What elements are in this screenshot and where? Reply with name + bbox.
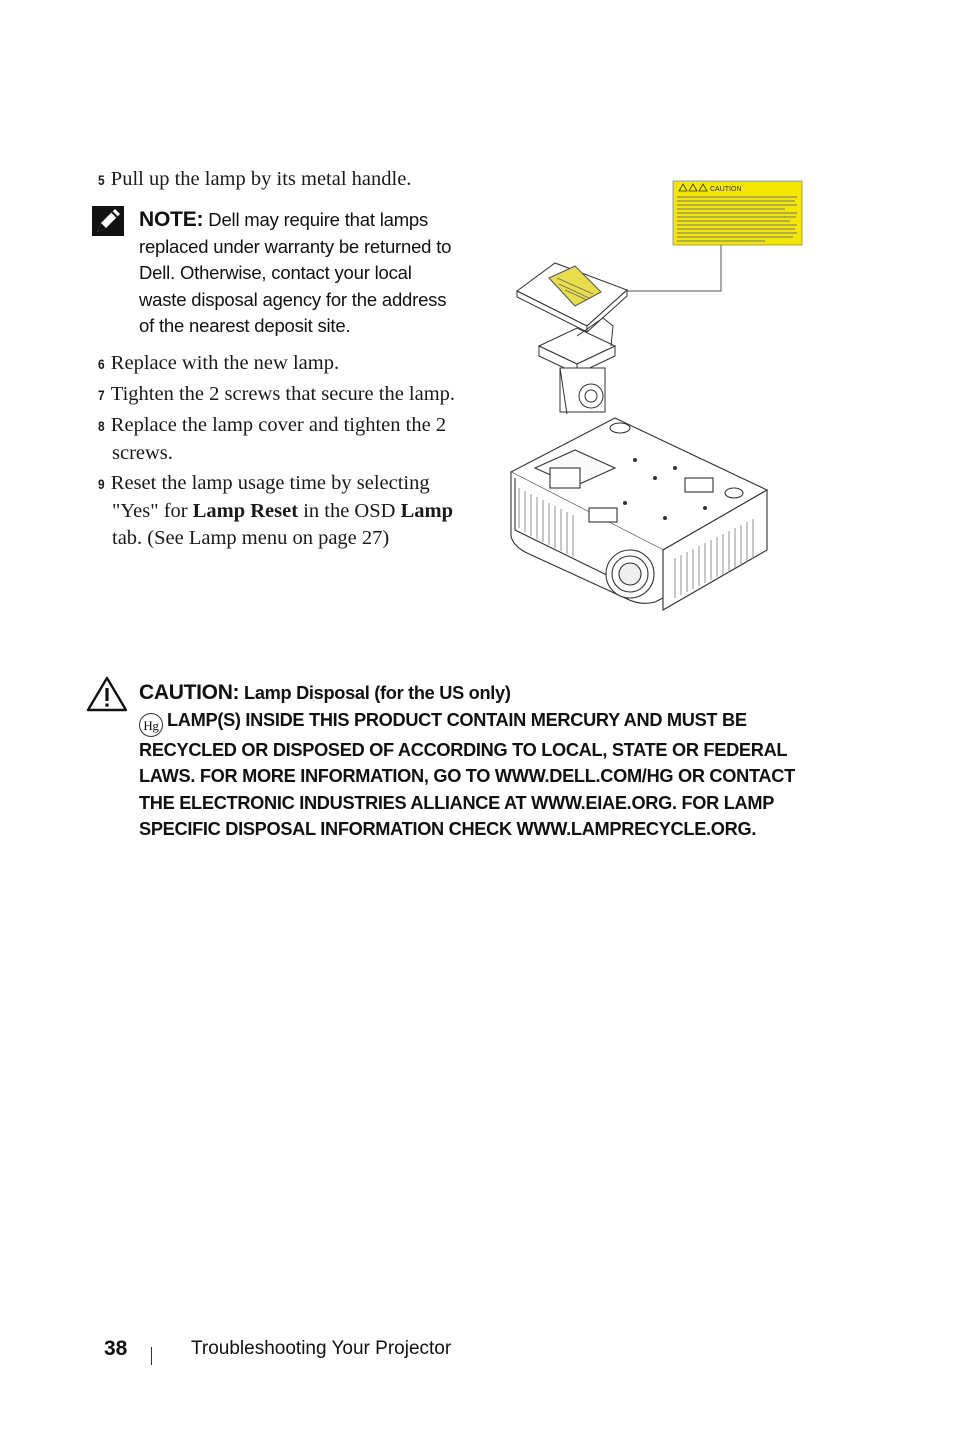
projector-lamp-illustration [505, 178, 810, 618]
step-text: Replace with the new lamp. [110, 352, 340, 374]
warning-triangle-icon [86, 676, 128, 712]
step-text: in the OSD [298, 500, 401, 522]
caution-line: THE ELECTRONIC INDUSTRIES ALLIANCE AT WWW.EIAE.ORG. FOR LAMP [139, 792, 775, 813]
note-line: replaced under warranty be returned to [139, 235, 452, 257]
step-8 [98, 412, 446, 467]
step-number: 8 [98, 418, 105, 434]
page-number: 38 [104, 1337, 128, 1360]
note-line: of the nearest deposit site. [139, 315, 351, 336]
footer-section-title: Troubleshooting Your Projector [191, 1338, 452, 1359]
step-number: 5 [98, 172, 105, 188]
step-number: 7 [98, 387, 105, 403]
note-block [139, 207, 499, 340]
caution-line: SPECIFIC DISPOSAL INFORMATION CHECK WWW.LAMPRECYCLE.ORG. [139, 819, 757, 839]
step-5 [98, 166, 411, 194]
step-text: Pull up the lamp by its metal handle. [110, 168, 412, 190]
caution-line: LAWS. FOR MORE INFORMATION, GO TO WWW.DELL.COM/HG OR CONTACT [139, 766, 795, 786]
step-text: "Yes" for [112, 500, 193, 522]
step-text: tab. (See Lamp menu on page 27) [112, 527, 390, 549]
step-text: Reset the lamp usage time by selecting [110, 472, 430, 494]
step-number: 9 [98, 476, 105, 492]
note-label: NOTE: [139, 208, 204, 231]
caution-label-title: CAUTION [710, 186, 742, 193]
caution-block [139, 680, 839, 843]
mercury-hg-icon: Hg [139, 713, 163, 737]
step-6 [98, 350, 339, 378]
caution-label-image [673, 181, 802, 245]
step-9 [98, 470, 453, 552]
step-7 [98, 381, 455, 409]
caution-line: LAMP(S) INSIDE THIS PRODUCT CONTAIN MERCURY AND MUST BE [167, 709, 747, 730]
step-number: 6 [98, 356, 105, 372]
osd-item-lamp-reset: Lamp Reset [192, 500, 299, 522]
note-line: waste disposal agency for the address [139, 288, 447, 310]
footer-divider [151, 1347, 152, 1365]
caution-label: CAUTION: [139, 681, 240, 704]
note-line: Dell. Otherwise, contact your local [139, 262, 412, 283]
note-line: Dell may require that lamps [208, 209, 429, 230]
osd-tab-lamp: Lamp [400, 500, 453, 522]
step-text: Tighten the 2 screws that secure the lamp. [110, 383, 456, 405]
pencil-note-icon [92, 206, 124, 236]
step-text: screws. [112, 442, 173, 464]
caution-line: RECYCLED OR DISPOSED OF ACCORDING TO LOCAL, STATE OR FEDERAL [139, 739, 788, 760]
caution-heading: Lamp Disposal (for the US only) [244, 683, 511, 703]
step-text: Replace the lamp cover and tighten the 2 [110, 414, 447, 436]
